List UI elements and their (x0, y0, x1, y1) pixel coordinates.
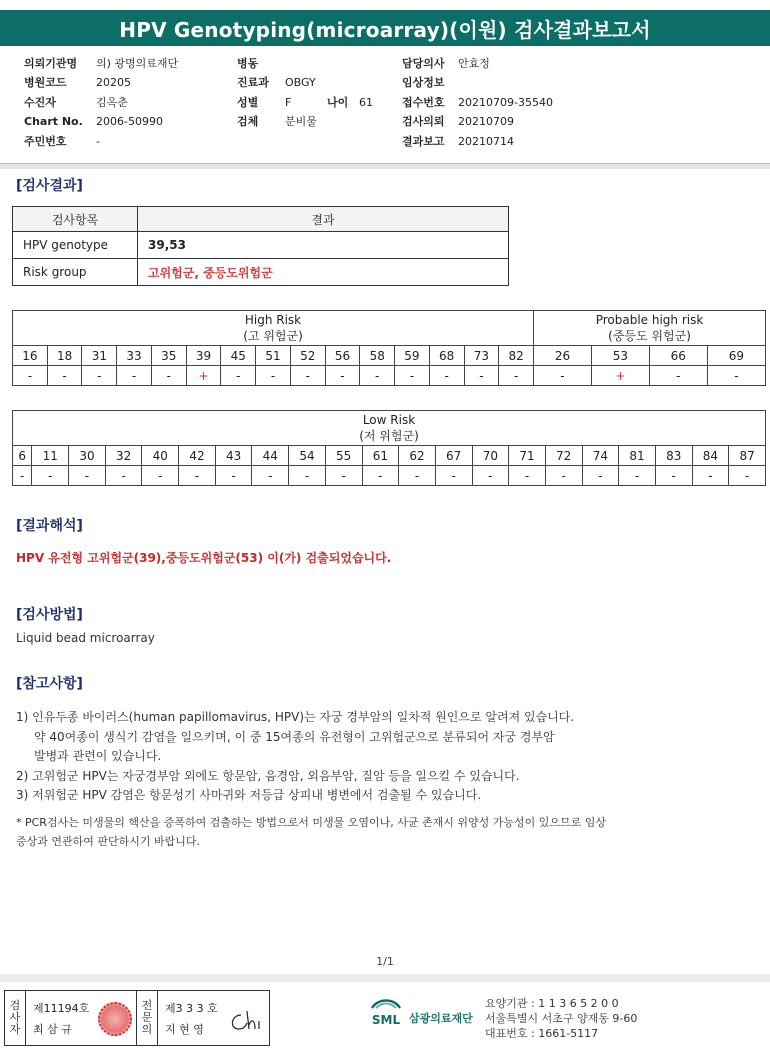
org-code: 요양기관 : 1 1 3 6 5 2 0 0 (485, 997, 619, 1010)
genotype-result-cell: - (692, 466, 729, 486)
genotype-result-cell: - (399, 466, 436, 486)
genotype-cell: 68 (429, 346, 464, 366)
genotype-cell: 32 (105, 446, 142, 466)
genotype-cell: 84 (692, 446, 729, 466)
examiner-name: 최 삼 규 (33, 1023, 72, 1036)
genotype-result-cell: - (464, 366, 499, 386)
genotype-result-cell: - (215, 466, 252, 486)
examiner-label (5, 991, 26, 1045)
genotype-result-cell: - (47, 366, 82, 386)
specialist-label-char: 문 (141, 1011, 153, 1024)
genotype-result-row (13, 466, 766, 486)
genotype-cell: 82 (499, 346, 534, 366)
probable-risk-header (534, 311, 766, 346)
result-item: HPV genotype (13, 232, 138, 259)
genotype-result-cell: - (509, 466, 546, 486)
org-contact (485, 996, 637, 1041)
header-col3 (402, 54, 553, 151)
genotype-cell: 61 (362, 446, 399, 466)
genotype-cell: 35 (151, 346, 186, 366)
genotype-result-cell: - (82, 366, 117, 386)
header-label: 임상정보 (402, 76, 445, 90)
genotype-cell: 70 (472, 446, 509, 466)
genotype-result-cell: - (151, 366, 186, 386)
genotype-cell: 87 (729, 446, 766, 466)
genotype-cell: 55 (325, 446, 362, 466)
genotype-cell: 45 (221, 346, 256, 366)
genotype-result-cell: - (179, 466, 216, 486)
genotype-result-cell: - (362, 466, 399, 486)
genotype-cell: 74 (582, 446, 619, 466)
genotype-result-cell: - (707, 366, 765, 386)
low-risk-genotype-table (12, 410, 766, 486)
genotype-cell: 58 (360, 346, 395, 366)
note-line: 약 40여종이 생식기 감염을 일으키며, 이 중 15여종의 유전형이 고위험군으로 분류되어 자궁 경부암 (34, 729, 555, 744)
result-item: Risk group (13, 259, 138, 286)
genotype-cell: 42 (179, 446, 216, 466)
result-col-item: 검사항목 (13, 207, 138, 232)
examiner-license: 제11194호 (33, 1002, 90, 1015)
genotype-cell: 26 (534, 346, 592, 366)
genotype-result-cell: - (32, 466, 69, 486)
footnote (16, 813, 606, 851)
header-divider-shade (0, 164, 770, 169)
header-value: OBGY (285, 76, 316, 90)
note-line: 발병과 관련이 있습니다. (34, 749, 162, 763)
header-label: 수진자 (24, 95, 56, 109)
genotype-cell: 54 (289, 446, 326, 466)
genotype-result-cell: + (186, 366, 221, 386)
probable-risk-title: Probable high risk (595, 313, 704, 327)
footnote-line: 증상과 연관하여 판단하시기 바랍니다. (16, 835, 201, 848)
genotype-row (13, 446, 766, 466)
header-value: - (96, 134, 100, 148)
genotype-result-cell: - (221, 366, 256, 386)
genotype-cell: 40 (142, 446, 179, 466)
section-method-title: [검사방법] (16, 607, 83, 623)
interpretation-text: HPV 유전형 고위험군(39),중등도위험군(53) 이(가) 검출되었습니다. (16, 551, 392, 565)
section-interpretation-title: [결과해석] (16, 518, 83, 534)
header-value: 20205 (96, 76, 131, 90)
genotype-row (13, 346, 766, 366)
method-text: Liquid bead microarray (16, 631, 155, 645)
header-value: 20210709 (458, 115, 514, 129)
note-line: 3) 저위험군 HPV 감염은 항문성기 사마귀와 저등급 상피내 병변에서 검출될 수 있습니다. (16, 788, 482, 802)
genotype-cell: 18 (47, 346, 82, 366)
genotype-result-cell: - (499, 366, 534, 386)
specialist-label-char: 의 (141, 1023, 153, 1036)
genotype-result-cell: - (142, 466, 179, 486)
table-row (13, 259, 509, 286)
genotype-result-cell: - (290, 366, 325, 386)
genotype-result-cell: - (325, 366, 360, 386)
header-label: 병원코드 (24, 76, 67, 90)
genotype-result-cell: - (13, 366, 48, 386)
specialist-name: 지 현 영 (165, 1023, 204, 1036)
genotype-result-cell: - (289, 466, 326, 486)
result-value: 39,53 (138, 232, 509, 259)
age-label: 나이 (327, 95, 349, 109)
high-risk-title: High Risk (244, 313, 302, 327)
header-value: F (285, 95, 292, 109)
genotype-result-cell: - (619, 466, 656, 486)
examiner-seal-stamp (98, 1002, 132, 1036)
header-label: 의뢰기관명 (24, 57, 78, 70)
sml-logo-text: SML (371, 1013, 401, 1027)
genotype-result-cell: - (655, 466, 692, 486)
high-risk-header (13, 311, 534, 346)
header-value: 20210709-35540 (458, 95, 553, 109)
result-value: 고위험군, 중등도위험군 (138, 259, 509, 286)
examiner-label-char: 사 (9, 1011, 21, 1024)
header-value: 안효정 (458, 57, 490, 70)
specialist-license: 제3 3 3 호 (165, 1002, 218, 1015)
header-col1 (24, 54, 178, 151)
genotype-result-cell: - (472, 466, 509, 486)
genotype-result-cell: - (252, 466, 289, 486)
low-risk-header (13, 411, 766, 446)
genotype-result-cell: - (545, 466, 582, 486)
low-risk-title: Low Risk (362, 413, 416, 427)
header-value: 분비물 (285, 115, 317, 129)
genotype-cell: 56 (325, 346, 360, 366)
header-value: 의) 광명의료재단 (96, 57, 179, 70)
genotype-cell: 6 (13, 446, 32, 466)
genotype-result-cell: - (105, 466, 142, 486)
specialist-label-char: 전 (141, 999, 153, 1012)
genotype-cell: 44 (252, 446, 289, 466)
org-phone: 대표번호 : 1661-5117 (485, 1027, 599, 1040)
header-label: 결과보고 (402, 134, 445, 148)
genotype-cell: 81 (619, 446, 656, 466)
genotype-cell: 39 (186, 346, 221, 366)
header-label: 병동 (237, 57, 259, 70)
genotype-cell: 30 (69, 446, 106, 466)
examiner-label-char: 자 (9, 1023, 21, 1036)
genotype-result-cell: - (360, 366, 395, 386)
org-name: 삼광의료재단 (409, 1012, 473, 1025)
reference-notes (16, 708, 574, 806)
genotype-cell: 51 (256, 346, 291, 366)
genotype-cell: 52 (290, 346, 325, 366)
genotype-result-cell: - (395, 366, 430, 386)
section-result-title: [검사결과] (16, 178, 83, 194)
specialist-label (136, 991, 158, 1045)
genotype-result-cell: - (256, 366, 291, 386)
genotype-result-cell: - (117, 366, 152, 386)
header-label: 검사의뢰 (402, 115, 445, 129)
handwritten-signature (227, 1009, 263, 1033)
genotype-cell: 72 (545, 446, 582, 466)
genotype-cell: 16 (13, 346, 48, 366)
table-row (13, 232, 509, 259)
age-value: 61 (359, 95, 373, 109)
genotype-cell: 43 (215, 446, 252, 466)
genotype-result-cell: - (13, 466, 32, 486)
genotype-result-cell: - (435, 466, 472, 486)
high-risk-subtitle: (고 위험군) (243, 329, 303, 343)
result-col-result: 결과 (138, 207, 509, 232)
page-number: 1/1 (376, 955, 394, 968)
header-label: 성별 (237, 95, 259, 109)
report-title: HPV Genotyping(microarray)(이원) 검사결과보고서 (0, 10, 770, 46)
section-reference-title: [참고사항] (16, 676, 83, 692)
header-label: 진료과 (237, 76, 269, 90)
header-label: 담당의사 (402, 57, 445, 70)
genotype-result-cell: - (325, 466, 362, 486)
genotype-cell: 59 (395, 346, 430, 366)
header-value: 김옥춘 (96, 95, 128, 109)
genotype-cell: 73 (464, 346, 499, 366)
high-risk-genotype-table (12, 310, 766, 386)
sml-logo-icon (366, 996, 406, 1028)
signature-box (4, 990, 270, 1046)
probable-risk-subtitle: (중등도 위험군) (608, 329, 691, 343)
examiner-label-char: 검 (9, 999, 21, 1012)
header-label: 주민번호 (24, 134, 67, 148)
genotype-cell: 67 (435, 446, 472, 466)
footnote-line: * PCR검사는 미생물의 핵산을 증폭하여 검출하는 방법으로서 미생물 오염이나, 사균 존재시 위양성 가능성이 있으므로 임상 (16, 816, 606, 829)
note-line: 1) 인유두종 바이러스(human papillomavirus, HPV)는 자궁 경부암의 일차적 원인으로 알려져 있습니다. (16, 710, 575, 724)
genotype-result-cell: - (582, 466, 619, 486)
genotype-cell: 53 (591, 346, 649, 366)
genotype-cell: 71 (509, 446, 546, 466)
header-label: 검체 (237, 115, 259, 129)
genotype-result-cell: - (69, 466, 106, 486)
header-label: 접수번호 (402, 95, 445, 109)
result-table (12, 206, 509, 286)
genotype-cell: 69 (707, 346, 765, 366)
genotype-result-cell: + (591, 366, 649, 386)
header-col2 (237, 54, 373, 132)
genotype-cell: 83 (655, 446, 692, 466)
genotype-cell: 33 (117, 346, 152, 366)
org-address: 서울특별시 서초구 양재동 9-60 (485, 1012, 638, 1025)
genotype-cell: 62 (399, 446, 436, 466)
header-label: Chart No. (24, 115, 83, 129)
genotype-result-cell: - (534, 366, 592, 386)
genotype-result-cell: - (429, 366, 464, 386)
header-value: 2006-50990 (96, 115, 163, 129)
genotype-cell: 31 (82, 346, 117, 366)
genotype-cell: 66 (649, 346, 707, 366)
footer-shade (0, 974, 770, 982)
header-value: 20210714 (458, 134, 514, 148)
note-line: 2) 고위험군 HPV는 자궁경부암 외에도 항문암, 음경암, 외음부암, 질암 등을 일으킬 수 있습니다. (16, 768, 520, 783)
genotype-cell: 11 (32, 446, 69, 466)
genotype-result-cell: - (649, 366, 707, 386)
genotype-result-cell: - (729, 466, 766, 486)
low-risk-subtitle: (저 위험군) (359, 429, 419, 443)
genotype-result-row (13, 366, 766, 386)
